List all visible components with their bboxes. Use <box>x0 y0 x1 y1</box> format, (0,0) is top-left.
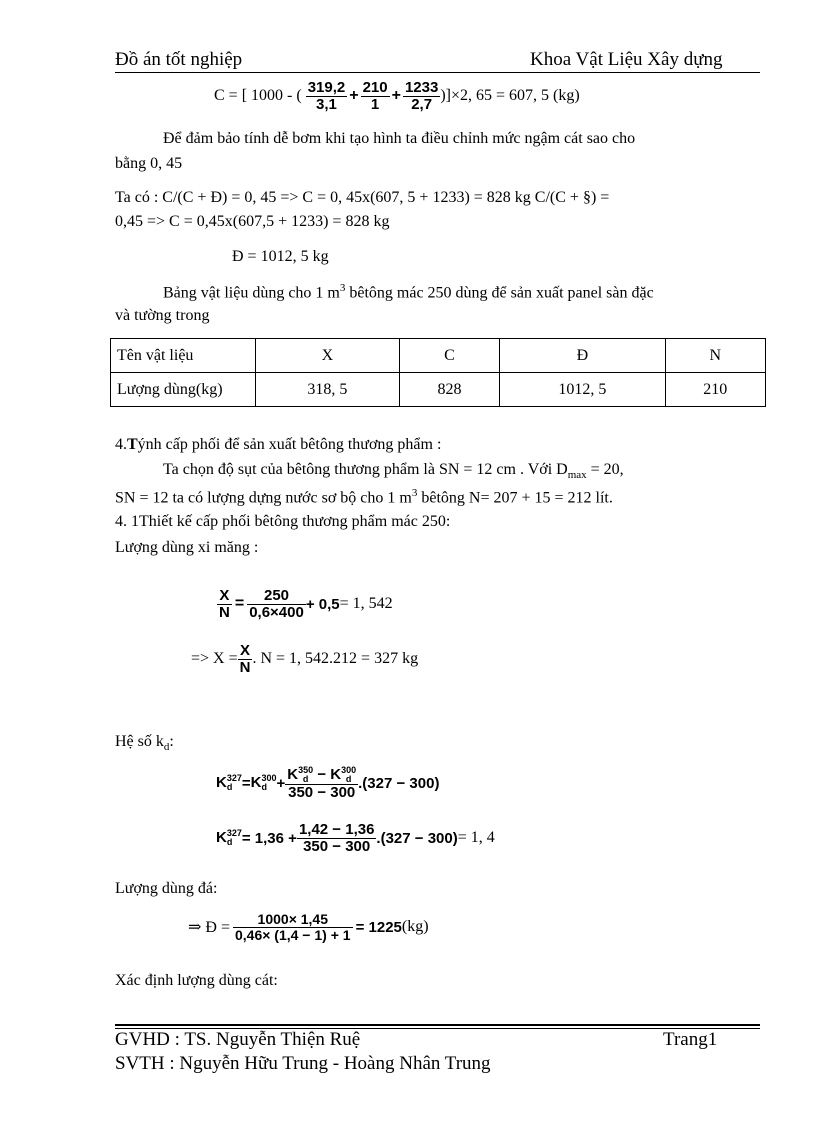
table-row <box>111 373 766 407</box>
table-cell: 210 <box>665 373 765 407</box>
cement-label: Lượng dùng xi măng : <box>115 539 259 556</box>
paragraph-pump-line2: bằng 0, 45 <box>115 155 183 172</box>
stone-formula: ⇒ Đ = $\frac{1000\times 1,45}{0,46\times (1,4 - 1) + 1}$ = 1225 (kg) <box>188 911 429 943</box>
table-intro-line2: và tường trong <box>115 307 210 324</box>
section-4-1-heading: 4. 1Thiết kế cấp phối bêtông thương phẩm mác 250: <box>115 513 451 530</box>
header-left: Đồ án tốt nghiệp <box>115 49 243 70</box>
footer-rule-top <box>115 1024 760 1026</box>
kd-label: Hệ số $k_d$: <box>115 733 174 754</box>
header-right: Khoa Vật Liệu Xây dựng <box>530 49 723 70</box>
table-intro: Bảng vật liệu dùng cho 1 $m^3$ bêtông mác 250 dùng để sản xuất panel sàn đặc <box>163 282 654 302</box>
table-header-cell: X <box>256 339 400 373</box>
table-header-cell: N <box>665 339 765 373</box>
table-header-cell: Đ <box>500 339 665 373</box>
footer-supervisor: GVHD : TS. Nguyễn Thiện Ruệ <box>115 1029 361 1050</box>
stone-label: Lượng dùng đá: <box>115 880 218 897</box>
table-cell: 1012, 5 <box>500 373 665 407</box>
footer-page-number: Trang1 <box>663 1029 718 1050</box>
table-cell: Lượng dùng(kg) <box>111 373 256 407</box>
table-header-cell: Tên vật liệu <box>111 339 256 373</box>
table-header-row <box>111 339 766 373</box>
stone-value: Đ = 1012, 5 kg <box>232 248 329 265</box>
slump-line: Ta chọn độ sụt của bêtông thương phẩm là SN = 12 cm . Với $D_{max} = 20$, <box>163 461 624 482</box>
paragraph-ta-co: Ta có : C/(C + Đ) = 0, 45 => C = 0, 45x(607, 5 + 1233) = 828 kg C/(C + §) = <box>115 189 610 206</box>
paragraph-pump: Để đảm bảo tính dễ bơm khi tạo hình ta điều chỉnh mức ngậm cát sao cho <box>163 130 636 147</box>
section-4-heading: 4.Týnh cấp phối để sản xuất bêtông thương phẩm : <box>115 436 442 453</box>
kd-formula-result: K 327 d = 1,36 + $\frac{1,42 - 1,36}{350 - 300}$ .(327 − 300) = 1, 4 <box>216 821 495 855</box>
sand-label: Xác định lượng dùng cát: <box>115 972 278 989</box>
table-cell: 318, 5 <box>256 373 400 407</box>
formula-c: C = [ 1000 - ( $\frac{319,2}{3,1}$ + $\frac{210}{1}$ + $\frac{1233}{2,7}$ )]×2, 65 = 607, 5 (kg) <box>214 79 580 113</box>
materials-table <box>110 338 766 407</box>
table-header-cell: C <box>399 339 499 373</box>
table-cell: 828 <box>399 373 499 407</box>
kd-formula-interpolation: K 327 d = K 300 d + K 350 d − K 300 d 350 − 300 .(327 − 300) <box>216 765 440 801</box>
header-rule <box>115 72 760 73</box>
footer-students: SVTH : Nguyễn Hữu Trung - Hoàng Nhân Trung <box>115 1053 491 1074</box>
water-line: SN = 12 ta có lượng dựng nước sơ bộ cho 1 $m^3$ bêtông N= 207 + 15 = 212 lít. <box>115 487 613 507</box>
x-formula: => X = $\frac{X}{N}$ . N = 1, 542.212 = 327 kg <box>191 642 419 676</box>
paragraph-ta-co-line2: 0,45 => C = 0,45x(607,5 + 1233) = 828 kg <box>115 213 390 230</box>
xn-formula: $\frac{X}{N}$ = $\frac{250}{0,6\times 400}$ + 0,5 = 1, 542 <box>219 587 393 621</box>
